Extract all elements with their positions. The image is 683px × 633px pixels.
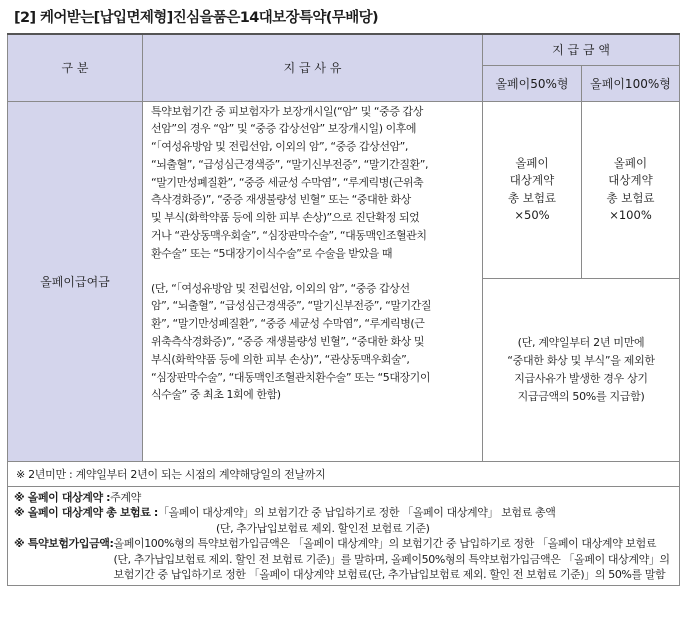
note-rider: ※ 특약보험가입금액: 올페이100%형의 특약보험가입금액은 「올페이 대상계약」의 보험기간 중 납입하기로 정한 「올페이 대상계약 보험료(단, 추가납입보험료 제외. 할인 전 보험료 기준)」를 말하며, 올페이50%형의 특약보험가입금액은 「올페이 대상계약」의 보험기간 중 납입하기로 정한 「올페이 대상계약 보험료(단, 추가납입보험료 제외. 할인 전 보험료 기준)」의 50%를 말함: [14, 537, 670, 581]
amount-exception: (단, 계약일부터 2년 미만에 “중대한 화상 및 부식”을 제외한 지급사유가 발생한 경우 상기 지급금액의 50%를 지급함): [483, 278, 680, 461]
row-label: 올페이급여금: [8, 101, 143, 461]
exception-line: (단, “「여성유방암 및 전립선암, 이외의 암”, “중증 갑상선: [151, 281, 410, 295]
reason-line: 및 부식(화학약품 등에 의한 피부 손상)”으로 진단확정 되었: [151, 211, 420, 225]
header-reason: 지 급 사 유: [143, 34, 483, 101]
reason-line: “「여성유방암 및 전립선암, 이외의 암”, “중증 갑상선암”,: [151, 140, 408, 154]
exception-line: 식수술” 중 최초 1회에 한함): [151, 388, 281, 402]
amount-50: 올페이 대상계약 총 보험료 ×50%: [483, 101, 582, 278]
header-category: 구 분: [8, 34, 143, 101]
header-amount: 지 급 금 액: [483, 34, 680, 65]
exception-line: 부식(화학약품 등에 의한 피부 손상)”, “관상동맥우회술”,: [151, 352, 410, 366]
reason-line: “말기만성폐질환”, “중증 세균성 수막염”, “루게릭병(근위축: [151, 175, 424, 189]
note-premium: ※ 올페이 대상계약 총 보험료 : 「올페이 대상계약」의 보험기간 중 납입하기로 정한 「올페이 대상계약」 보험료 총액: [14, 506, 556, 519]
benefit-table: [7, 33, 680, 586]
notes-box: [8, 486, 680, 585]
payment-reason: [143, 101, 483, 461]
page-title: [2] 케어받는[납입면제형]진심을품은14대보장특약(무배당): [14, 10, 379, 26]
note-target: ※ 올페이 대상계약 : 주계약: [14, 490, 141, 504]
header-type-50: 올페이50%형: [483, 65, 582, 101]
reason-line: 특약보험기간 중 피보험자가 보장개시일(“암” 및 “중증 갑상: [151, 104, 423, 118]
header-type-100: 올페이100%형: [582, 65, 680, 101]
reason-line: “뇌출혈”, “급성심근경색증”, “말기신부전증”, “말기간질환”,: [151, 157, 429, 171]
note-premium-sub: (단, 추가납입보험료 제외. 할인전 보험료 기준): [216, 521, 430, 535]
exception-line: 환”, “말기만성폐질환”, “중증 세균성 수막염”, “루게릭병(근: [151, 317, 425, 331]
exception-line: 암”, “뇌출혈”, “급성심근경색증”, “말기신부전증”, “말기간질: [151, 299, 432, 313]
reason-line: 측삭경화증)”, “중증 재생불량성 빈혈” 또는 “중대한 화상: [151, 193, 411, 207]
reason-line: 환수술” 또는 “5대장기이식수술”로 수술을 받았을 때: [151, 246, 393, 260]
exception-line: “심장판막수술”, “대동맥인조혈관치환수술” 또는 “5대장기이: [151, 370, 431, 384]
exception-line: 위축측삭경화증)”, “중증 재생불량성 빈혈”, “중대한 화상 및: [151, 335, 425, 349]
two-year-note: ※ 2년미만 : 계약일부터 2년이 되는 시점의 계약해당일의 전날까지: [8, 461, 680, 486]
amount-100: 올페이 대상계약 총 보험료 ×100%: [582, 101, 680, 278]
reason-line: 선암”의 경우 “암” 및 “중증 갑상선암” 보장개시일) 이후에: [151, 122, 417, 136]
reason-line: 거나 “관상동맥우회술”, “심장판막수술”, “대동맥인조혈관치: [151, 229, 427, 243]
